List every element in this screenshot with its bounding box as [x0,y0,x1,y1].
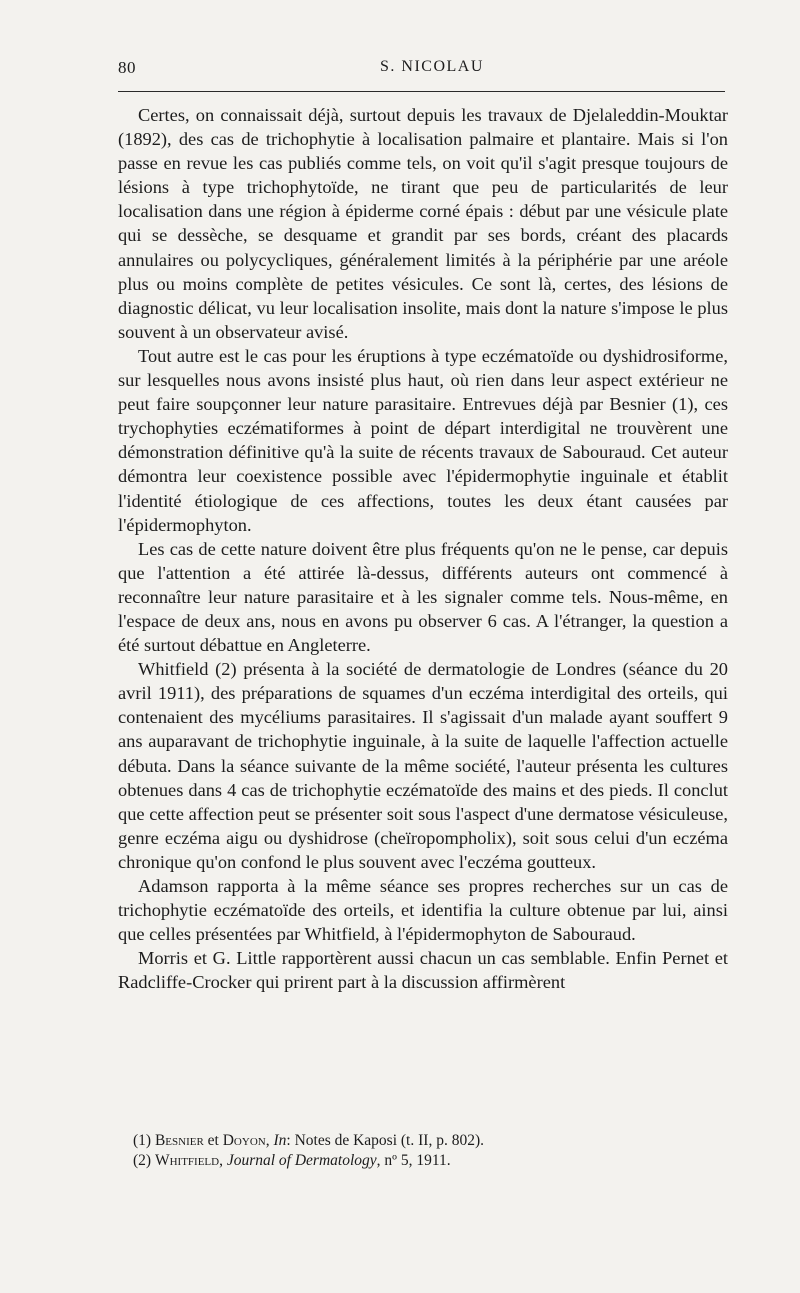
paragraph-6: Morris et G. Little rapportèrent aussi chacun un cas semblable. Enfin Pernet et Radcliffe-Crocker qui prirent part à la discussion affirmèrent [118,948,728,993]
paragraph-5: Adamson rapporta à la même séance ses propres recherches sur un cas de trichophytie eczématoïde des orteils, et identifia la culture obtenue par lui, ainsi que celles présentées par Whitfield, à l'épidermophyton de Sabouraud. [118,876,728,945]
footnote-author: Whitfield [154,1152,220,1169]
footnotes [133,1131,733,1171]
footnote-separator: , [219,1152,227,1169]
running-head: S. NICOLAU [380,58,484,75]
header-rule [118,91,725,92]
paragraph-3: Les cas de cette nature doivent être plus fréquents qu'on ne le pense, car depuis que l'attention a été attirée là-dessus, différents auteurs ont commencé à reconnaître leur nature parasitaire et à les signaler comme tels. Nous-même, en l'espace de deux ans, nous en avons pu observer 6 cas. A l'étranger, la question a été surtout débattue en Angleterre. [118,538,728,656]
footnote-reference: : Notes de Kaposi (t. II, p. 802). [286,1132,484,1149]
page-number: 80 [118,58,136,77]
footnote-author: Besnier [154,1132,204,1149]
footnote-joiner: et [203,1132,223,1149]
body-text [118,103,728,994]
footnote-1 [133,1131,733,1151]
footnote-marker: (2) [133,1152,152,1169]
footnote-reference: , nº 5, 1911. [376,1152,451,1169]
footnote-journal: Journal of Dermatology [226,1152,377,1169]
paragraph-2: Tout autre est le cas pour les éruptions à type eczématoïde ou dyshidrosiforme, sur lesquelles nous avons insisté plus haut, où rien dans leur aspect extérieur ne peut faire soupçonner leur nature parasitaire. Entrevues déjà par Besnier (1), ces trychophyties eczématiformes à point de départ interdigital ne trouvèrent une démonstration définitive qu'à la suite de récents travaux de Sabouraud. Cet auteur démontra leur coexistence possible avec l'épidermophytie inguinale et établit l'identité étiologique de ces affections, toutes les deux étant causées par l'épidermophyton. [118,345,728,535]
footnote-italic: In [273,1132,287,1149]
paragraph-1: Certes, on connaissait déjà, surtout depuis les travaux de Djelaleddin-Mouktar (1892), des cas de trichophytie à localisation palmaire et plantaire. Mais si l'on passe en revue les cas publiés comme tels, on voit qu'il s'agit presque toujours de lésions à type trichophytoïde, ne tirant que peu de particularités de leur localisation dans une région à épiderme corné épais : début par une vésicule plate qui se dessèche, se desquame et grandit par ses bords, créant des placards annulaires ou polycycliques, généralement limités à la périphérie par une aréole plus ou moins complète de petites vésicules. Ce sont là, certes, des lésions de diagnostic délicat, vu leur localisation insolite, mais dont la nature s'impose le plus souvent à un observateur avisé. [118,105,728,342]
footnote-2 [133,1151,733,1171]
footnote-separator: , [265,1132,274,1149]
footnote-marker: (1) [133,1132,152,1149]
paragraph-4: Whitfield (2) présenta à la société de dermatologie de Londres (séance du 20 avril 1911), des préparations de squames d'un eczéma interdigital des orteils, qui contenaient des mycéliums parasitaires. Il s'agissait d'un malade ayant souffert 9 ans auparavant de trichophytie inguinale, à la suite de laquelle l'affection actuelle débuta. Dans la séance suivante de la même société, l'auteur présenta les cultures obtenues dans 4 cas de trichophytie eczématoïde des mains et des pieds. Il conclut que cette affection peut se présenter soit sous l'aspect d'une dermatose vésiculeuse, genre eczéma aigu ou dyshidrose (cheïropompholix), soit sous celui d'un eczéma chronique qu'on confond le plus souvent avec l'eczéma goutteux. [118,659,728,872]
page-header [118,58,723,86]
footnote-author: Doyon [222,1132,266,1149]
